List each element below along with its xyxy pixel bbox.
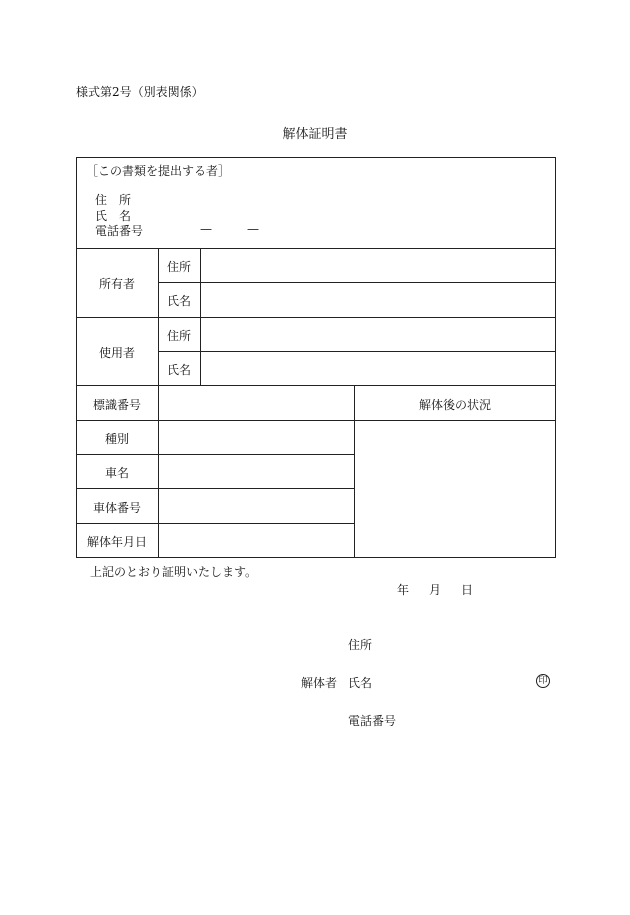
dismantler-phone-label: 電話番号: [348, 714, 397, 728]
body-number-label: 車体番号: [92, 501, 141, 515]
dismantler-name-label: 氏名: [348, 676, 373, 690]
vehicle-type-label: 種別: [104, 432, 129, 446]
submitter-address-label: 住 所: [95, 193, 132, 207]
divider-body: [76, 523, 355, 524]
document-title: 解体証明書: [282, 127, 348, 142]
divider-type: [76, 454, 355, 455]
divider-submitter: [76, 248, 556, 249]
divider-carname: [76, 488, 355, 489]
dismantle-date-label: 解体年月日: [86, 535, 147, 549]
certification-statement: 上記のとおり証明いたします。: [90, 565, 258, 579]
user-label: 使用者: [98, 346, 135, 360]
divider-plate: [76, 420, 556, 421]
divider-owner-mid: [158, 282, 556, 283]
form-number: 様式第2号（別表関係）: [76, 85, 204, 99]
date-line: [397, 581, 493, 598]
dismantler-role-label: 解体者: [301, 676, 338, 690]
owner-label: 所有者: [98, 277, 135, 291]
owner-address-label: 住所: [166, 260, 191, 274]
submitter-phone-label: 電話番号: [95, 224, 144, 238]
date-day: 日: [461, 583, 474, 597]
date-month: 月: [429, 583, 442, 597]
date-year: 年: [397, 583, 410, 597]
divider-user-mid: [158, 351, 556, 352]
submitter-name-label: 氏 名: [95, 209, 132, 223]
user-name-label: 氏名: [166, 363, 191, 377]
status-after-label: 解体後の状況: [418, 398, 491, 412]
dismantler-address-label: 住所: [348, 638, 373, 652]
seal-mark: 印: [536, 674, 550, 688]
divider-user-vehicle: [76, 385, 556, 386]
car-name-label: 車名: [104, 466, 129, 480]
col-divider-sublabel: [200, 248, 201, 385]
plate-number-label: 標識番号: [92, 398, 141, 412]
user-address-label: 住所: [166, 329, 191, 343]
submitter-header: ［この書類を提出する者］: [86, 164, 231, 178]
owner-name-label: 氏名: [166, 294, 191, 308]
divider-owner-user: [76, 317, 556, 318]
phone-dash-2: —: [247, 222, 259, 236]
phone-dash-1: —: [200, 222, 212, 236]
